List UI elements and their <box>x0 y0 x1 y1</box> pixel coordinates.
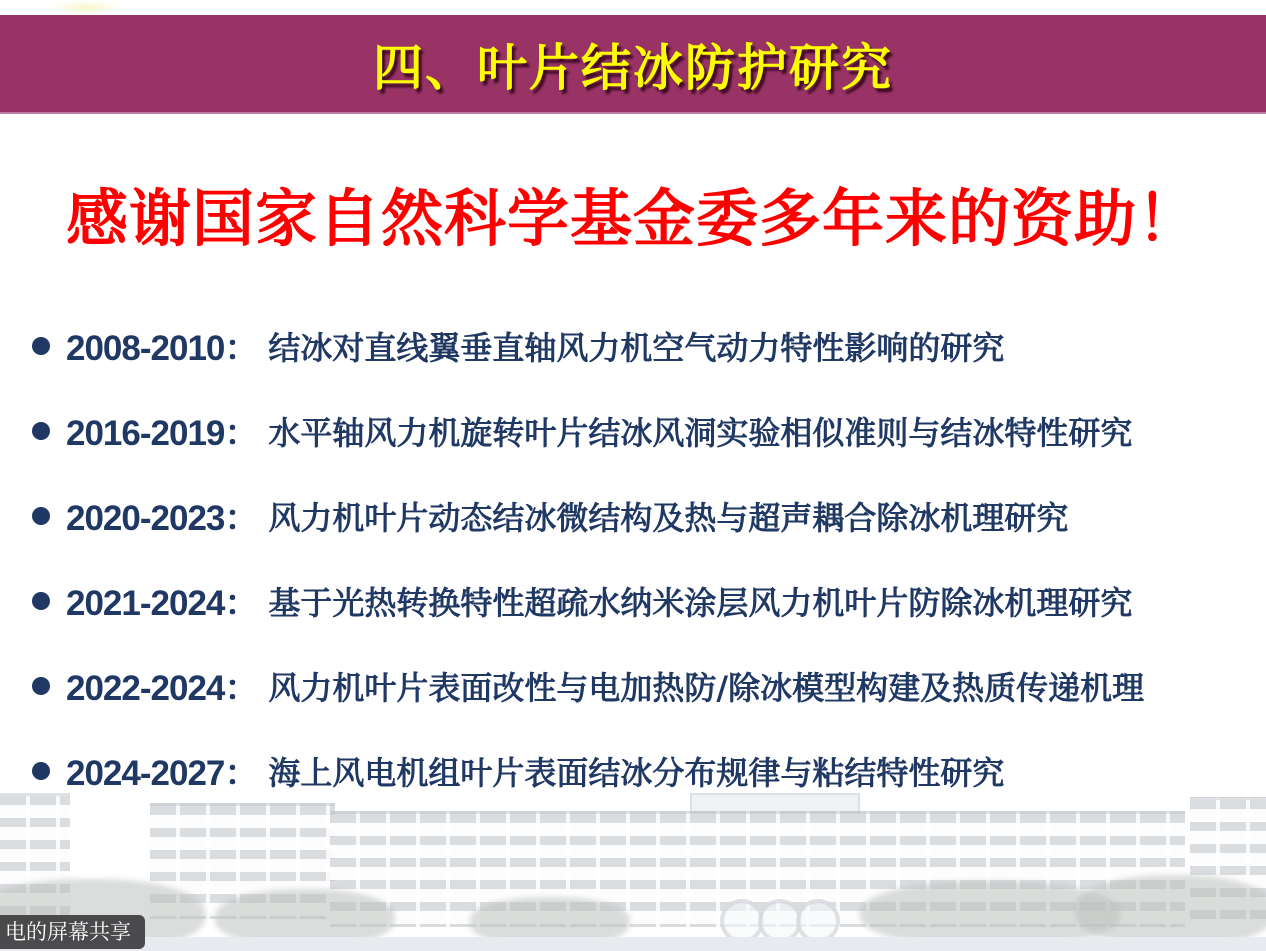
list-item <box>30 473 1256 558</box>
bullet-icon <box>32 422 50 440</box>
list-item <box>30 558 1256 643</box>
project-years: 2008-2010： <box>66 328 259 368</box>
campus-building-photo <box>0 787 1266 951</box>
project-title: 风力机叶片表面改性与电加热防/除冰模型构建及热质传递机理 <box>268 668 1145 707</box>
project-title: 结冰对直线翼垂直轴风力机空气动力特性影响的研究 <box>268 328 1005 367</box>
project-title: 海上风电机组叶片表面结冰分布规律与粘结特性研究 <box>268 753 1005 792</box>
bullet-icon <box>32 592 50 610</box>
project-title: 基于光热转换特性超疏水纳米涂层风力机叶片防除冰机理研究 <box>268 583 1133 622</box>
list-item <box>30 388 1256 473</box>
building-penthouse <box>690 793 860 813</box>
list-item <box>30 643 1256 728</box>
ground-strip <box>0 937 1266 951</box>
project-years: 2021-2024： <box>66 583 259 623</box>
section-title: 四、叶片结冰防护研究 <box>373 38 893 97</box>
project-years: 2016-2019： <box>66 413 259 453</box>
bullet-icon <box>32 507 50 525</box>
funding-projects-list <box>30 303 1256 813</box>
thanks-title: 感谢国家自然科学基金委多年来的资助！ <box>65 181 1200 255</box>
project-years: 2022-2024： <box>66 668 259 708</box>
header-banner <box>0 15 1266 114</box>
project-title: 水平轴风力机旋转叶片结冰风洞实验相似准则与结冰特性研究 <box>268 413 1133 452</box>
faint-emblem-top <box>52 0 122 15</box>
list-item <box>30 303 1256 388</box>
screen-share-badge: 电的屏幕共享 <box>0 915 145 949</box>
project-years: 2020-2023： <box>66 498 259 538</box>
bullet-icon <box>32 337 50 355</box>
project-title: 风力机叶片动态结冰微结构及热与超声耦合除冰机理研究 <box>268 498 1069 537</box>
project-years: 2024-2027： <box>66 753 259 793</box>
bullet-icon <box>32 677 50 695</box>
bullet-icon <box>32 762 50 780</box>
